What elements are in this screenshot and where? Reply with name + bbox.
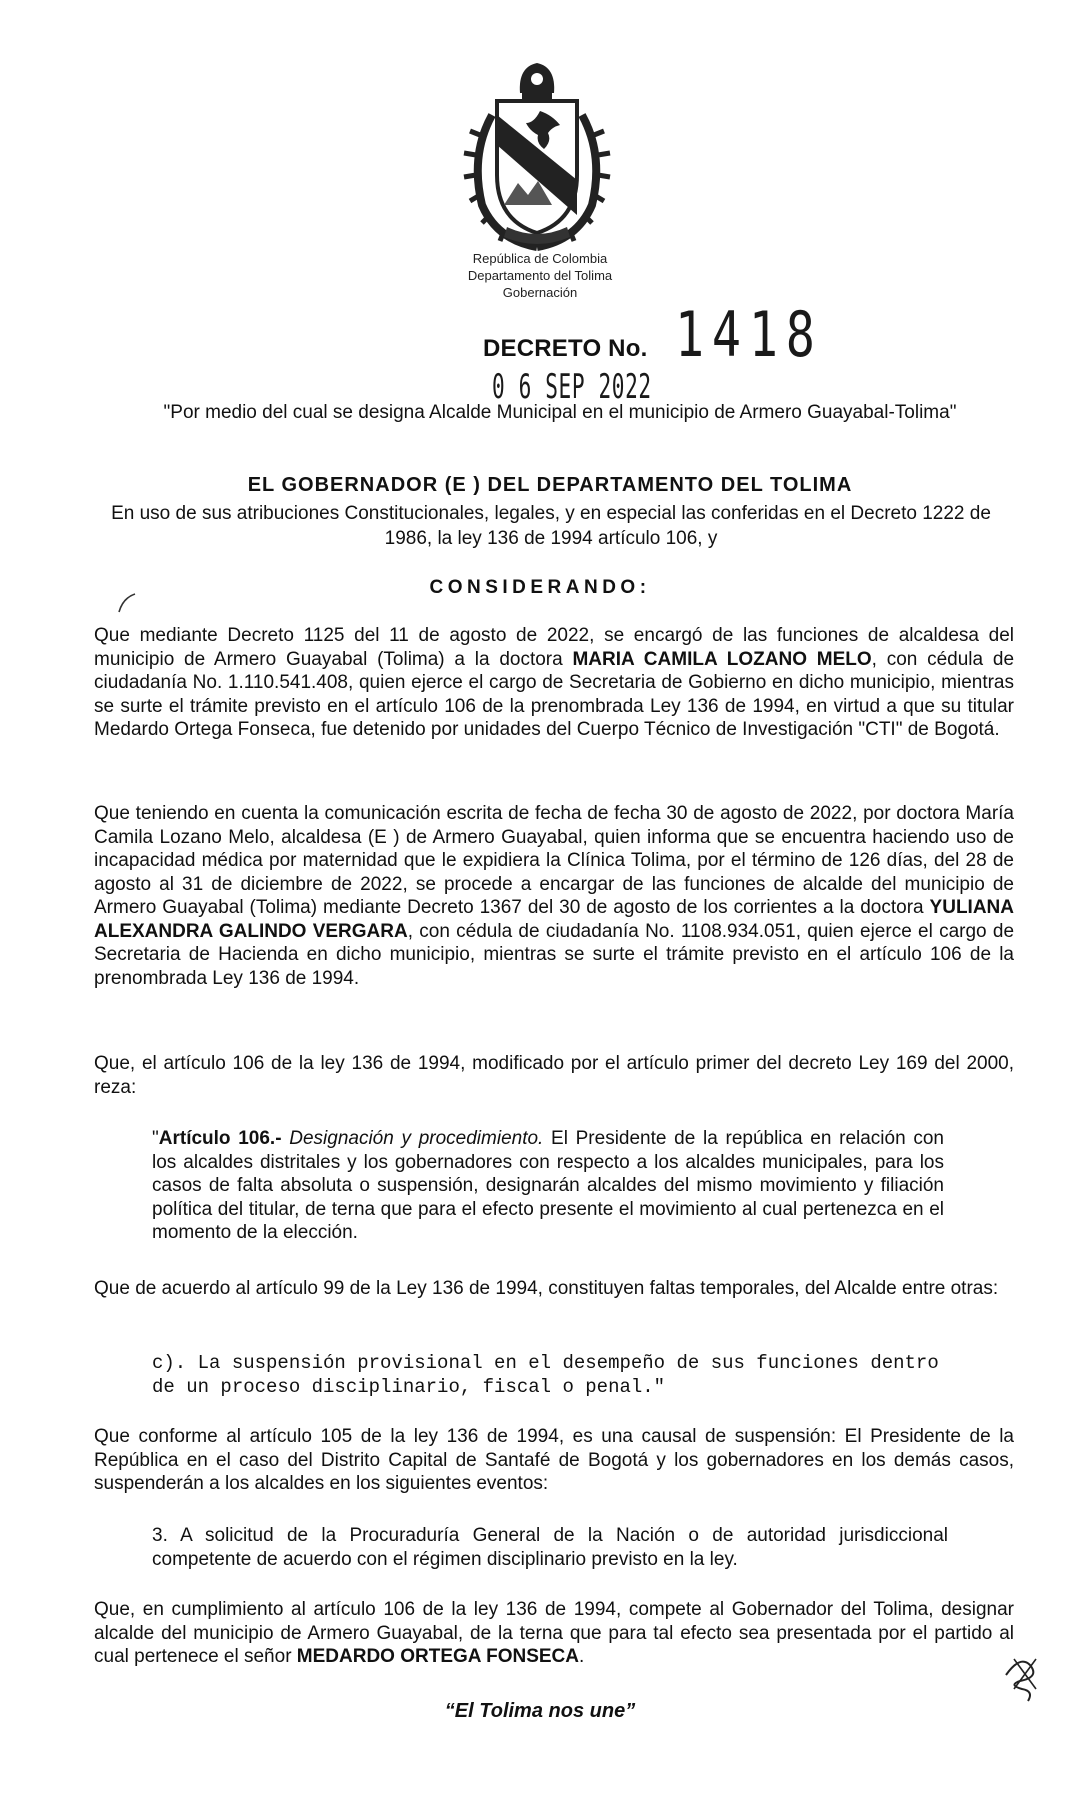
paragraph-6 (94, 1598, 1014, 1669)
paragraph-5: Que conforme al artículo 105 de la ley 136 de 1994, es una causal de suspensión: El Presidente de la República en el caso del Distrito Capital de Santafé de Bogotá y los gobernadores en los demás casos, suspenderán a los alcaldes en los siguientes eventos: (94, 1426, 1014, 1494)
article-106-quote (152, 1127, 944, 1245)
office-line: Gobernación (502, 285, 578, 300)
footer-slogan: “El Tolima nos une” (444, 1700, 636, 1722)
paragraph-4: Que de acuerdo al artículo 99 de la Ley 136 de 1994, constituyen faltas temporales, del Alcalde entre otras: (94, 1278, 999, 1299)
decree-subtitle: "Por medio del cual se designa Alcalde Municipal en el municipio de Armero Guayabal-Tolima" (163, 402, 957, 423)
paragraph-6-text-a: Que, en cumplimiento al artículo 106 de la ley 136 de 1994, compete al Gobernador del Tolima, designar alcalde del municipio de Armero Guayabal, de la terna que para tal efecto sea presentada por el partido al cual pertenece el señor (94, 1599, 1014, 1667)
governor-title: EL GOBERNADOR (E ) DEL DEPARTAMENTO DEL TOLIMA (247, 474, 853, 496)
coat-of-arms-icon (452, 55, 622, 255)
quote-article-title: Designación y procedimiento. (289, 1128, 544, 1149)
paragraph-2-text-b: , con cédula de ciudadanía No. 1108.934.051, quien ejerce el cargo de Secretaria de Hacienda en dicho municipio, mientras se surte el trámite previsto en el artículo 106 de la prenombrada Ley 136 de 1994. (94, 920, 1015, 989)
paragraph-2-name: YULIANA ALEXANDRA GALINDO VERGARA (94, 897, 1014, 942)
country-line: República de Colombia (472, 251, 608, 266)
considerando-heading: CONSIDERANDO: (429, 577, 651, 598)
preamble: En uso de sus atribuciones Constitucionales, legales, y en especial las conferidas en el Decreto 1222 de 1986, la ley 136 de 1994 artículo 106, y (111, 503, 991, 549)
decree-number: 1418 (675, 298, 823, 371)
paragraph-1-text-b: , con cédula de ciudadanía No. 1.110.541.408, quien ejerce el cargo de Secretaria de Gobierno en dicho municipio, mientras se surte el trámite previsto en el artículo 106 de la prenombrada Ley 136 de 1994, en virtud a que su titular Medardo Ortega Fonseca, fue detenido por unidades del Cuerpo Técnico de Investigación "CTI" de Bogotá. (94, 648, 1015, 740)
paragraph-1 (94, 624, 1014, 742)
decree-label: DECRETO No. (483, 335, 648, 362)
paragraph-1-name: MARIA CAMILA LOZANO MELO (572, 648, 872, 670)
quote-mark: " (152, 1128, 159, 1149)
paragraph-2-text-a: Que teniendo en cuenta la comunicación escrita de fecha de fecha 30 de agosto de 2022, por doctora María Camila Lozano Melo, alcaldesa (E ) de Armero Guayabal, quien informa que se encuentra haciendo uso de incapacidad médica por maternidad que le expidiera la Clínica Tolima, por el término de 126 días, del 28 de agosto al 31 de diciembre de 2022, se procede a encargar de las funciones de alcalde del municipio de Armero Guayabal (Tolima) mediante Decreto 1367 del 30 de agosto de los corrientes a la doctora (94, 803, 1014, 918)
initials-signature-icon (1000, 1645, 1046, 1705)
date-stamp: 0 6 SEP 2022 (492, 367, 652, 407)
paragraph-3: Que, el artículo 106 de la ley 136 de 1994, modificado por el artículo primer del decreto Ley 169 del 2000, reza: (94, 1053, 1014, 1098)
paragraph-6-name: MEDARDO ORTEGA FONSECA (296, 1646, 579, 1667)
paragraph-2 (94, 802, 1014, 990)
issuer-caption (400, 250, 680, 301)
quote-article-label: Artículo 106.- (158, 1128, 282, 1149)
department-line: Departamento del Tolima (467, 268, 613, 283)
paragraph-1-text-a: Que mediante Decreto 1125 del 11 de agosto de 2022, se encargó de las funciones de alcaldesa del municipio de Armero Guayabal (Tolima) a la doctora (94, 625, 1014, 670)
item-c: c). La suspensión provisional en el desempeño de sus funciones dentro de un proceso disciplinario, fiscal o penal." (152, 1352, 939, 1398)
quote-article-body: El Presidente de la república en relación con los alcaldes distritales y los gobernadores con respecto a los alcaldes municipales, para los casos de falta absoluta o suspensión, designarán alcaldes del mismo movimiento y filiación política del titular, de terna que para el efecto presente el movimiento al cual pertenezca en el momento de la elección. (152, 1128, 944, 1243)
item-3: 3. A solicitud de la Procuraduría General de la Nación o de autoridad jurisdiccional competente de acuerdo con el régimen disciplinario previsto en la ley. (152, 1525, 948, 1570)
paragraph-6-text-b: . (579, 1646, 585, 1667)
